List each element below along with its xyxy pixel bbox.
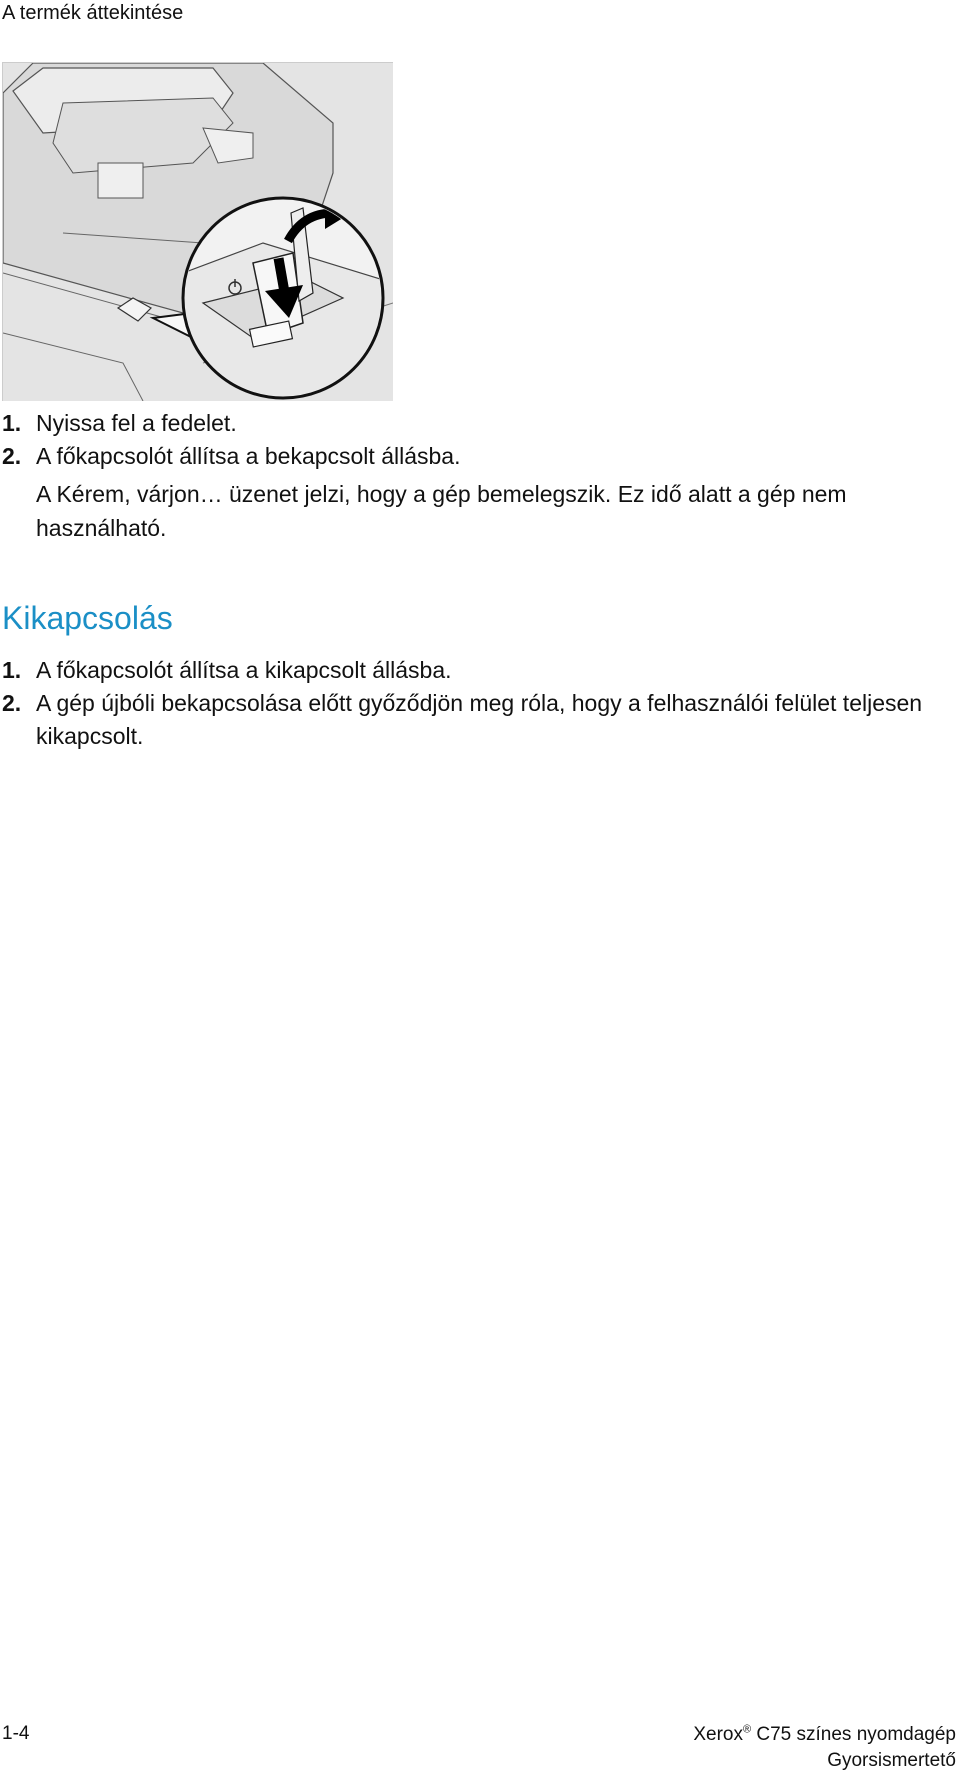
step-number: 1. [2,410,22,436]
power-switch-illustration [2,62,393,401]
step-number: 2. [2,443,22,469]
list-item [2,407,952,440]
power-off-steps [2,654,952,753]
footer-product-line [693,1722,956,1748]
power-on-steps [2,407,952,545]
footer-subtitle: Gyorsismertető [827,1750,956,1771]
warm-up-note: A Kérem, várjon… üzenet jelzi, hogy a gép bemelegszik. Ez idő alatt a gép nem használható. [36,481,847,541]
footer-product-info [693,1722,956,1774]
brand-name: Xerox [693,1724,743,1745]
list-item [2,687,952,753]
printer-illustration-icon [3,63,393,401]
step-text: A gép újbóli bekapcsolása előtt győződjön meg róla, hogy a felhasználói felület teljesen kikapcsolt. [36,690,923,749]
page-number: 1-4 [2,1723,30,1744]
step-number: 2. [2,690,22,716]
step-text: A főkapcsolót állítsa a kikapcsolt állásba. [36,657,452,683]
step-number: 1. [2,657,22,683]
step-text: Nyissa fel a fedelet. [36,410,237,436]
registered-mark: ® [742,1723,752,1736]
running-header: A termék áttekintése [2,2,184,24]
list-item [2,654,952,687]
section-heading: Kikapcsolás [2,600,173,636]
list-item [2,440,952,473]
product-name: C75 színes nyomdagép [751,1724,956,1745]
step-text: A főkapcsolót állítsa a bekapcsolt állásba. [36,443,461,469]
